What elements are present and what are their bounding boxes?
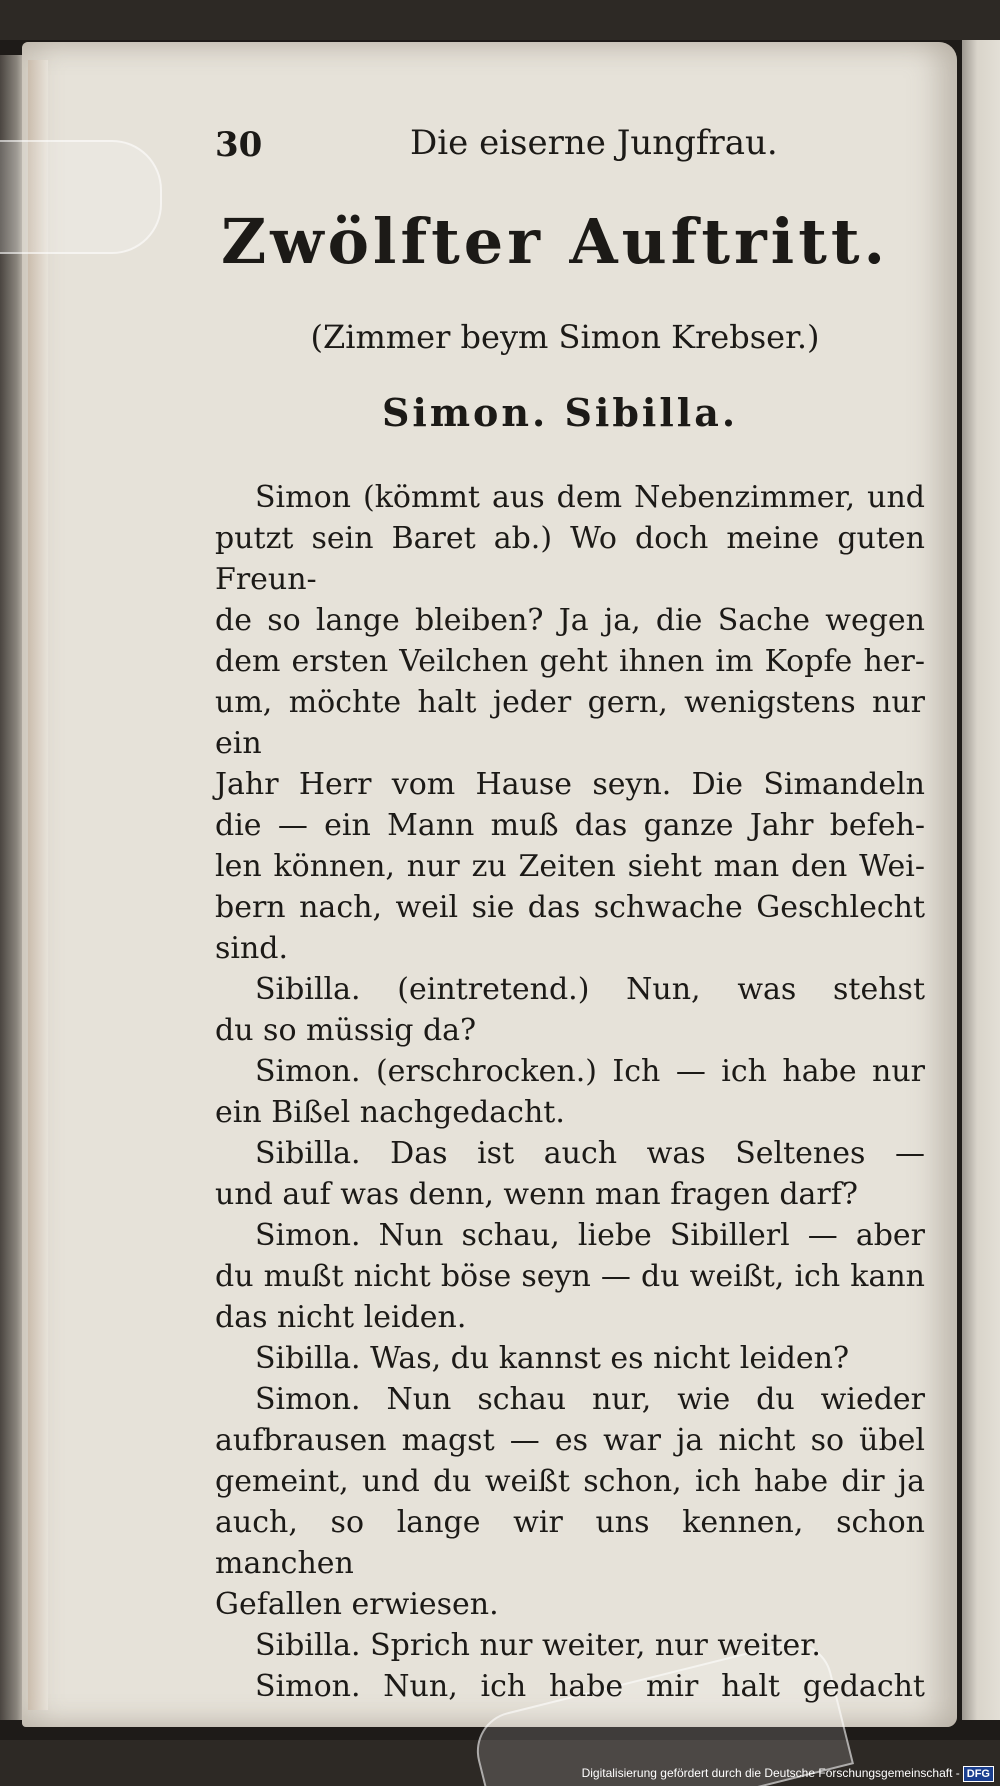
running-title: Die eiserne Jungfrau. <box>410 123 778 163</box>
text-line: aufbrausen magst — es war ja nicht so übel <box>215 1423 925 1458</box>
text-line: du so müssig da? <box>215 1013 477 1048</box>
text-line: um, möchte halt jeder gern, wenigstens nur ein <box>215 685 925 761</box>
text-line: Simon (kömmt aus dem Nebenzimmer, und <box>255 480 925 515</box>
character-list: Simon. Sibilla. <box>381 390 739 435</box>
page-text <box>215 115 925 1707</box>
text-line: Sibilla. Was, du kannst es nicht leiden? <box>255 1341 850 1376</box>
text-line: das nicht leiden. <box>215 1300 467 1335</box>
dfg-logo: DFG <box>963 1766 994 1782</box>
text-line: putzt sein Baret ab.) Wo doch meine guten Freun- <box>215 521 925 597</box>
scene-heading: Zwölfter Auftritt. <box>220 205 890 278</box>
digitization-credit <box>582 1766 994 1782</box>
text-line: und auf was denn, wenn man fragen darf? <box>215 1177 858 1212</box>
text-line: de so lange bleiben? Ja ja, die Sache wegen <box>215 603 925 638</box>
text-line: len können, nur zu Zeiten sieht man den Wei- <box>215 849 925 884</box>
page-holder-clip-left <box>0 140 162 254</box>
text-line: Simon. Nun schau, liebe Sibillerl — aber <box>255 1218 925 1253</box>
stage-direction: (Zimmer beym Simon Krebser.) <box>310 318 820 356</box>
text-line: bern nach, weil sie das schwache Geschlecht sind. <box>215 890 925 966</box>
next-page-edge <box>962 40 1000 1720</box>
text-line: Simon. Nun, ich habe mir halt gedacht <box>255 1669 925 1704</box>
credit-text: Digitalisierung gefördert durch die Deutsche Forschungsgemeinschaft - <box>581 1766 960 1780</box>
text-line: Simon. (erschrocken.) Ich — ich habe nur <box>255 1054 925 1089</box>
dialogue-text <box>215 477 925 1707</box>
text-line: ein Bißel nachgedacht. <box>215 1095 565 1130</box>
page-header <box>215 115 925 175</box>
text-line: Sibilla. Sprich nur weiter, nur weiter. <box>255 1628 821 1663</box>
page-gutter-shadow <box>28 60 48 1710</box>
text-line: Gefallen erwiesen. <box>215 1587 499 1622</box>
text-line: gemeint, und du weißt schon, ich habe dir ja <box>215 1464 925 1499</box>
text-line: Simon. Nun schau nur, wie du wieder <box>255 1382 925 1417</box>
text-line: die — ein Mann muß das ganze Jahr befeh- <box>215 808 925 843</box>
text-line: Sibilla. Das ist auch was Seltenes — <box>255 1136 925 1171</box>
text-line: du mußt nicht böse seyn — du weißt, ich kann <box>215 1259 925 1294</box>
text-line: auch, so lange wir uns kennen, schon manchen <box>215 1505 925 1581</box>
text-line: Sibilla. (eintretend.) Nun, was stehst <box>255 972 925 1007</box>
page-number: 30 <box>215 125 263 165</box>
text-line: Jahr Herr vom Hause seyn. Die Simandeln <box>215 767 925 802</box>
text-line: dem ersten Veilchen geht ihnen im Kopfe her- <box>215 644 925 679</box>
